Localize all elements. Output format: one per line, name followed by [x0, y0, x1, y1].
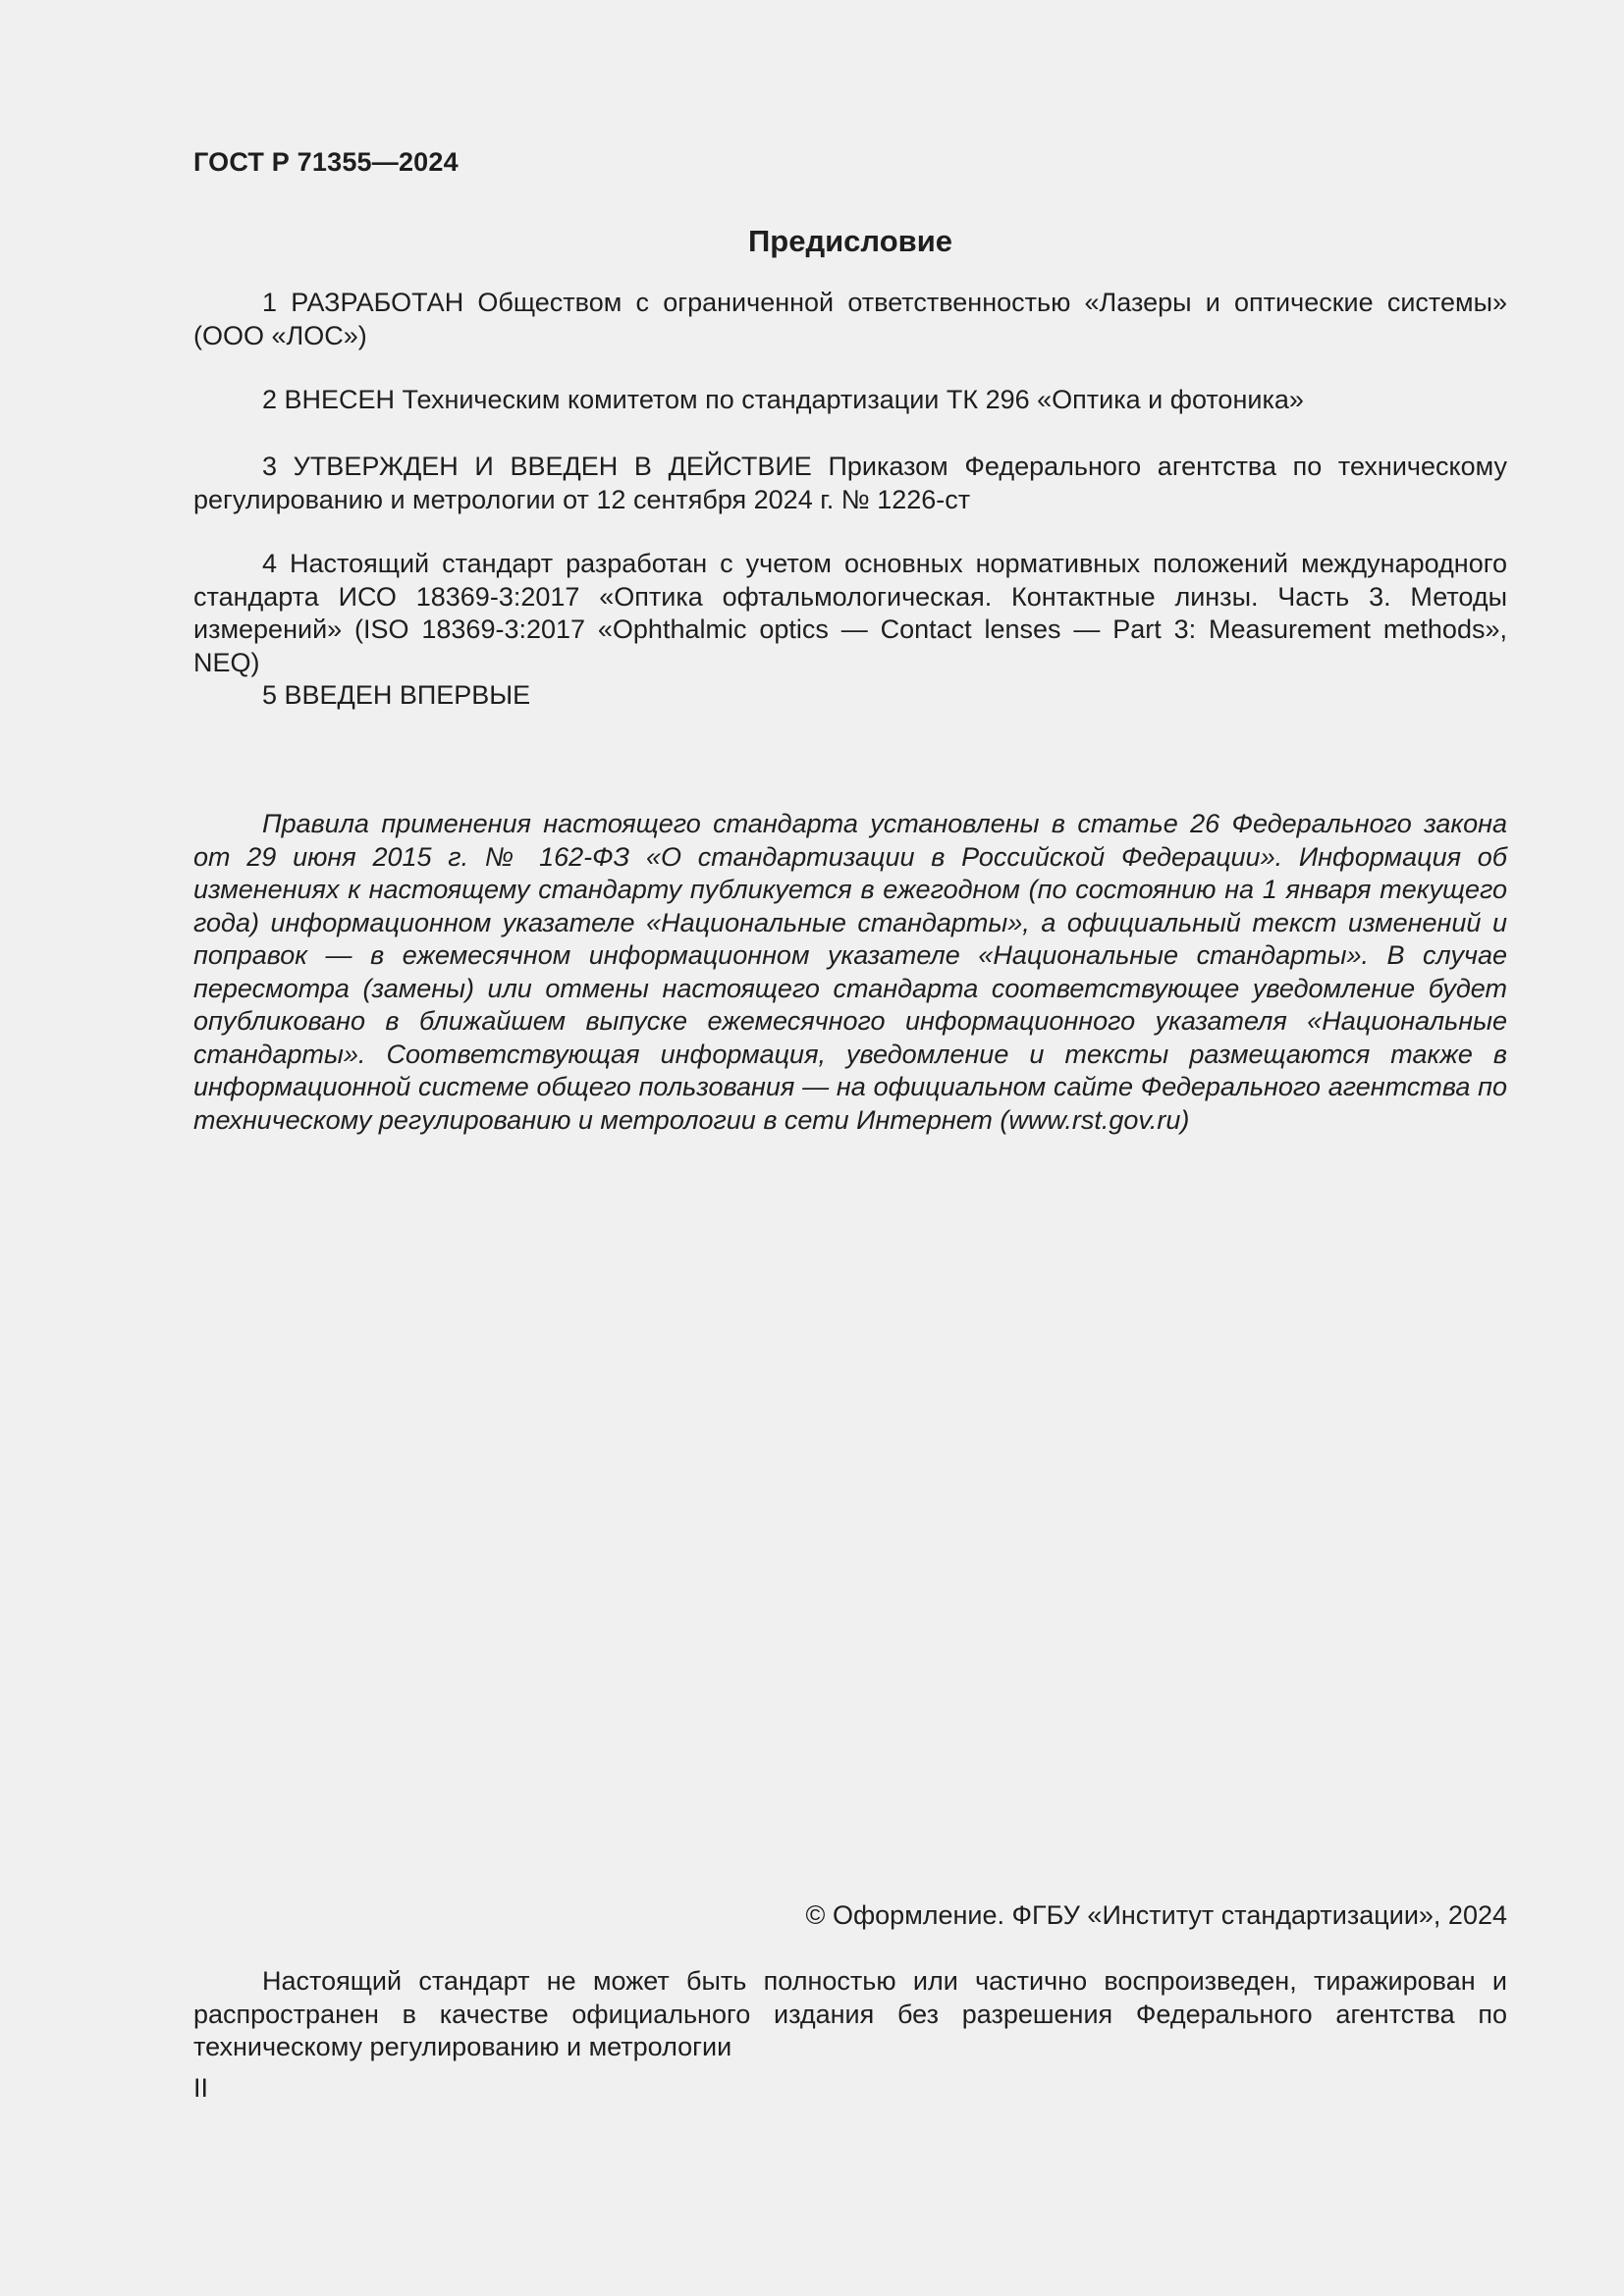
- foreword-item-introduced: 2 ВНЕСЕН Техническим комитетом по стандартизации ТК 296 «Оптика и фотоника»: [262, 385, 1304, 414]
- application-rules-notice: Правила применения настоящего стандарта установлены в статье 26 Федерального закона от 29 июня 2015 г. № 162-ФЗ «О стандартизации в Российской Федерации». Информация об изменениях к настоящему стандарту публикуется в ежегодном (по состоянию на 1 января текущего года) информационном указателе «Национальные стандарты», а официальный текст изменений и поправок — в ежемесячном информационном указателе «Национальные стандарты». В случае пересмотра (замены) или отмены настоящего стандарта соответствующее уведомление будет опубликовано в ближайшем выпуске ежемесячного информационного указателя «Национальные стандарты». Соответствующая информация, уведомление и тексты размещаются также в информационной системе общего пользования — на официальном сайте Федерального агентства по техническому регулированию и метрологии в сети Интернет (www.rst.gov.ru): [193, 809, 1507, 1135]
- page-number: II: [193, 2073, 209, 2103]
- copyright-line: © Оформление. ФГБУ «Институт стандартизации», 2024: [805, 1900, 1507, 1930]
- page-title: Предисловие: [747, 224, 952, 258]
- document-code: ГОСТ Р 71355—2024: [193, 147, 459, 177]
- foreword-item-first-introduced: 5 ВВЕДЕН ВПЕРВЫЕ: [262, 680, 531, 710]
- reproduction-notice: Настоящий стандарт не может быть полностью или частично воспроизведен, тиражирован и распространен в качестве официального издания без разрешения Федерального агентства по техническому регулированию и метрологии: [193, 1966, 1507, 2061]
- foreword-item-developed: 1 РАЗРАБОТАН Обществом с ограниченной ответственностью «Лазеры и оптические системы» (ООО «ЛОС»): [193, 288, 1507, 350]
- foreword-item-based-on: 4 Настоящий стандарт разработан с учетом основных нормативных положений международного стандарта ИСО 18369-3:2017 «Оптика офтальмологическая. Контактные линзы. Часть 3. Методы измерений» (ISO 18369-3:2017 «Ophthalmic optics — Contact lenses — Part 3: Measurement methods», NEQ): [193, 549, 1507, 677]
- foreword-item-approved: 3 УТВЕРЖДЕН И ВВЕДЕН В ДЕЙСТВИЕ Приказом Федерального агентства по техническому регулированию и метрологии от 12 сентября 2024 г. № 1226-ст: [193, 452, 1507, 514]
